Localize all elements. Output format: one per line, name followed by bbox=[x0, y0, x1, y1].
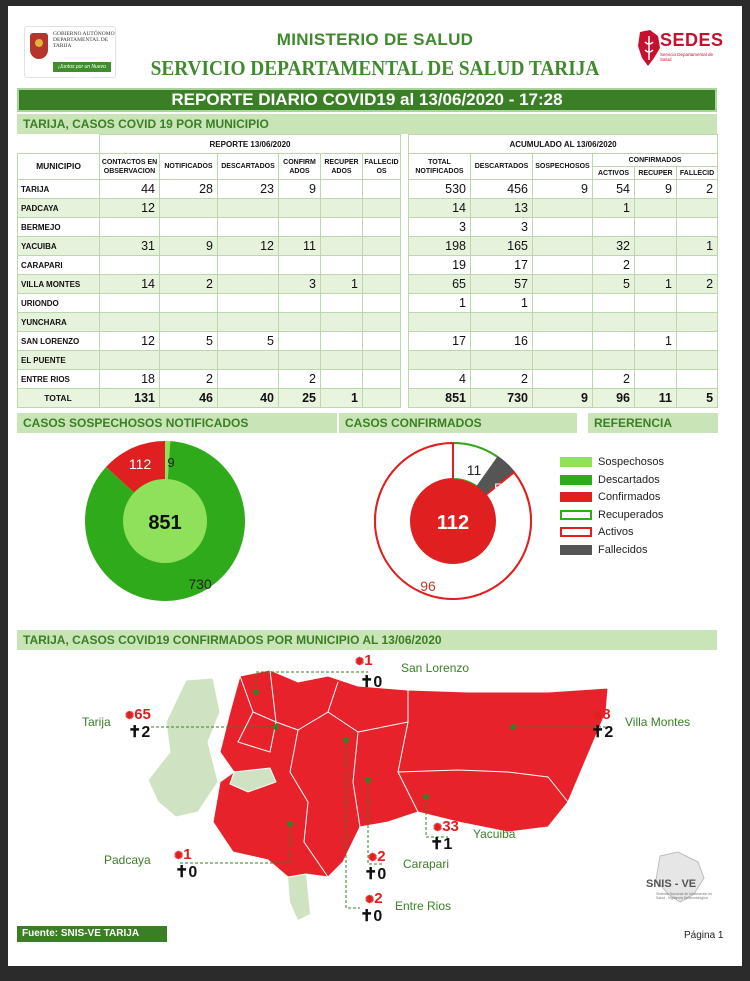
table-row bbox=[18, 199, 718, 218]
legend-label: Fallecidos bbox=[598, 543, 648, 556]
table-cell bbox=[533, 370, 593, 389]
cases-value: 65 bbox=[134, 706, 151, 723]
bolivia-map-icon bbox=[636, 28, 662, 68]
table-cell: 13 bbox=[471, 199, 533, 218]
table-cell bbox=[363, 180, 401, 199]
map-municipio-label: Tarija bbox=[82, 715, 111, 729]
table-row bbox=[18, 313, 718, 332]
table-cell bbox=[635, 237, 677, 256]
legend-label: Confirmados bbox=[598, 491, 661, 503]
slice-label: 112 bbox=[128, 456, 152, 473]
legend-item bbox=[598, 456, 664, 468]
table-cell bbox=[218, 294, 279, 313]
table-cell bbox=[635, 218, 677, 237]
map-cases-count bbox=[125, 706, 151, 723]
virus-icon: ✺ bbox=[368, 852, 378, 864]
table-cell bbox=[218, 256, 279, 275]
table-cell bbox=[279, 199, 321, 218]
table-cell bbox=[593, 218, 635, 237]
table-cell bbox=[100, 218, 160, 237]
table-cell: 2 bbox=[593, 370, 635, 389]
table-cell bbox=[593, 332, 635, 351]
table-cell bbox=[363, 351, 401, 370]
table-cell bbox=[471, 351, 533, 370]
table-cell: 32 bbox=[593, 237, 635, 256]
virus-icon: ✺ bbox=[593, 710, 603, 722]
map-section-title: TARIJA, CASOS COVID19 CONFIRMADOS POR MUNICIPIO AL 13/06/2020 bbox=[17, 630, 717, 650]
table-cell bbox=[677, 199, 718, 218]
table-cell bbox=[593, 294, 635, 313]
municipio-name: BERMEJO bbox=[18, 218, 100, 237]
municipio-name: EL PUENTE bbox=[18, 351, 100, 370]
col-header-acc-descartados: DESCARTADOS bbox=[471, 154, 533, 180]
table-cell bbox=[363, 237, 401, 256]
gobierno-slogan: ¡Juntos por un Nuevo Tiempo! bbox=[53, 62, 111, 72]
legend-label: Sospechosos bbox=[598, 456, 665, 468]
table-cell bbox=[218, 351, 279, 370]
sedes-logo-text: SEDES bbox=[660, 30, 724, 50]
table-cell bbox=[533, 237, 593, 256]
table-cell bbox=[635, 256, 677, 275]
report-banner: REPORTE DIARIO COVID19 al 13/06/2020 - 17:28 bbox=[17, 88, 717, 112]
legend-label: Activos bbox=[598, 526, 634, 538]
deaths-value: 0 bbox=[373, 674, 383, 691]
table-cell bbox=[533, 218, 593, 237]
confirmados-section-title: CASOS CONFIRMADOS bbox=[339, 413, 577, 433]
deaths-value: 0 bbox=[373, 908, 383, 925]
col-header-contactos: CONTACTOS EN OBSERVACION bbox=[100, 154, 160, 180]
map-deaths-count bbox=[364, 864, 386, 884]
slice-label: 730 bbox=[188, 576, 212, 592]
table-cell bbox=[218, 313, 279, 332]
snis-logo-subtext: Sistema Nacional de Información en Salud - Vigilancia Epidemiológica bbox=[656, 892, 713, 900]
table-cell: 40 bbox=[218, 389, 279, 408]
col-header-confirmados-group: CONFIRMADOS bbox=[593, 154, 718, 167]
municipio-name: SAN LORENZO bbox=[18, 332, 100, 351]
table-cell: 46 bbox=[160, 389, 218, 408]
table-row bbox=[18, 218, 718, 237]
map-municipio-label: Carapari bbox=[403, 857, 450, 871]
report-page bbox=[8, 6, 742, 966]
table-cell bbox=[677, 313, 718, 332]
table-cell bbox=[321, 313, 363, 332]
table-cell bbox=[363, 370, 401, 389]
legend-swatch bbox=[560, 457, 592, 467]
ministry-title: MINISTERIO DE SALUD bbox=[276, 30, 474, 49]
municipio-name: CARAPARI bbox=[18, 256, 100, 275]
table-cell: 12 bbox=[100, 332, 160, 351]
table-cell bbox=[635, 294, 677, 313]
table-cell: 1 bbox=[593, 199, 635, 218]
table-cell bbox=[160, 313, 218, 332]
service-title: SERVICIO DEPARTAMENTAL DE SALUD TARIJA bbox=[150, 56, 600, 80]
table-cell bbox=[677, 332, 718, 351]
table-cell bbox=[677, 351, 718, 370]
table-row bbox=[18, 294, 718, 313]
table-cell bbox=[321, 351, 363, 370]
map-deaths-count bbox=[360, 672, 382, 692]
map-region-pale-west bbox=[148, 678, 220, 817]
table-cell bbox=[593, 313, 635, 332]
table-cell: 1 bbox=[677, 237, 718, 256]
table-cell: 17 bbox=[471, 256, 533, 275]
table-cell bbox=[363, 313, 401, 332]
legend-swatch bbox=[560, 492, 592, 502]
virus-icon: ✺ bbox=[433, 822, 443, 834]
table-cell: 44 bbox=[100, 180, 160, 199]
table-cell: 2 bbox=[593, 256, 635, 275]
table-cell bbox=[321, 180, 363, 199]
table-cell bbox=[321, 256, 363, 275]
table-cell bbox=[160, 351, 218, 370]
table-cell bbox=[363, 294, 401, 313]
deaths-value: 2 bbox=[141, 724, 151, 741]
table-cell: 1 bbox=[321, 275, 363, 294]
table-cell bbox=[635, 313, 677, 332]
slice-label: 5 bbox=[494, 480, 502, 496]
table-cell: 28 bbox=[160, 180, 218, 199]
cross-icon: ✝ bbox=[175, 864, 189, 881]
table-cell: 4 bbox=[409, 370, 471, 389]
cross-icon: ✝ bbox=[591, 724, 605, 741]
table-row bbox=[18, 275, 718, 294]
donut-center-label: 851 bbox=[148, 512, 182, 534]
table-cell: 65 bbox=[409, 275, 471, 294]
cross-icon: ✝ bbox=[364, 866, 378, 883]
sospechosos-donut-chart bbox=[80, 436, 250, 606]
table-cell: 2 bbox=[160, 370, 218, 389]
table-cell bbox=[160, 256, 218, 275]
table-row bbox=[18, 256, 718, 275]
map-deaths-count bbox=[360, 906, 382, 926]
legend-label: Recuperados bbox=[598, 508, 664, 521]
table-cell: 9 bbox=[533, 389, 593, 408]
table-cell: 131 bbox=[100, 389, 160, 408]
table-cell bbox=[363, 199, 401, 218]
source-footer: Fuente: SNIS-VE TARIJA bbox=[17, 926, 167, 942]
table-cell bbox=[409, 351, 471, 370]
map-deaths-count bbox=[128, 722, 150, 742]
snis-logo bbox=[640, 850, 720, 908]
table-cell: 54 bbox=[593, 180, 635, 199]
map-cases-count bbox=[433, 818, 459, 835]
referencia-section-title: REFERENCIA bbox=[588, 413, 718, 433]
table-cell: 2 bbox=[677, 180, 718, 199]
legend-swatch bbox=[560, 545, 592, 555]
legend-item bbox=[598, 509, 663, 521]
table-cell bbox=[363, 332, 401, 351]
col-header-activos: ACTIVOS bbox=[593, 167, 635, 180]
cross-icon: ✝ bbox=[360, 674, 374, 691]
table-cell bbox=[321, 218, 363, 237]
map-municipio-label: Entre Rios bbox=[395, 899, 452, 913]
table-row bbox=[18, 332, 718, 351]
table-cell: 31 bbox=[100, 237, 160, 256]
col-header-notificados: NOTIFICADOS bbox=[160, 154, 218, 180]
table-cell bbox=[321, 237, 363, 256]
map-cases-count bbox=[368, 848, 386, 865]
legend-item bbox=[598, 526, 633, 538]
table-cell bbox=[160, 294, 218, 313]
table-cell: 1 bbox=[409, 294, 471, 313]
municipio-name: YACUIBA bbox=[18, 237, 100, 256]
sedes-logo-subtext: Servicio Departamental de Salud bbox=[660, 52, 714, 62]
table-cell bbox=[279, 332, 321, 351]
map-municipio-label: Padcaya bbox=[104, 853, 151, 867]
table-row bbox=[18, 351, 718, 370]
legend-item bbox=[598, 544, 648, 556]
table-cell: 14 bbox=[409, 199, 471, 218]
table-cell: 57 bbox=[471, 275, 533, 294]
page-number: Página 1 bbox=[684, 930, 724, 941]
table-cell bbox=[321, 332, 363, 351]
map-municipio-label: Yacuiba bbox=[473, 827, 516, 841]
table-cell bbox=[533, 294, 593, 313]
table-cell: 530 bbox=[409, 180, 471, 199]
table-cell bbox=[635, 351, 677, 370]
table-cell: 9 bbox=[279, 180, 321, 199]
col-header-recuperados: RECUPER ADOS bbox=[321, 154, 363, 180]
cases-value: 1 bbox=[364, 652, 373, 669]
legend-item bbox=[598, 491, 660, 503]
col-header-confirmados: CONFIRM ADOS bbox=[279, 154, 321, 180]
table-cell bbox=[363, 256, 401, 275]
map-deaths-count bbox=[430, 834, 452, 854]
table-cell: 851 bbox=[409, 389, 471, 408]
map-municipio-label: Villa Montes bbox=[625, 715, 691, 729]
table-cell: 2 bbox=[471, 370, 533, 389]
col-header-acc-recuper: RECUPER bbox=[635, 167, 677, 180]
group-header-acumulado: ACUMULADO AL 13/06/2020 bbox=[409, 135, 718, 154]
municipio-cases-table bbox=[17, 134, 718, 408]
table-cell: 456 bbox=[471, 180, 533, 199]
table-cell: 730 bbox=[471, 389, 533, 408]
table-cell bbox=[321, 199, 363, 218]
table-cell bbox=[363, 275, 401, 294]
table-cell bbox=[160, 199, 218, 218]
table-cell bbox=[321, 370, 363, 389]
municipio-name: TOTAL bbox=[18, 389, 100, 408]
map-deaths-count bbox=[591, 722, 613, 742]
table-row bbox=[18, 370, 718, 389]
table-cell bbox=[533, 313, 593, 332]
table-cell: 2 bbox=[160, 275, 218, 294]
cross-icon: ✝ bbox=[128, 724, 142, 741]
map-cases-count bbox=[174, 846, 192, 863]
legend-label: Descartados bbox=[598, 473, 660, 486]
table-cell: 165 bbox=[471, 237, 533, 256]
table-cell: 3 bbox=[471, 218, 533, 237]
confirmados-donut-chart bbox=[368, 436, 538, 606]
table-cell: 9 bbox=[160, 237, 218, 256]
col-header-sospechosos: SOSPECHOSOS bbox=[533, 154, 593, 180]
table-cell bbox=[533, 199, 593, 218]
deaths-value: 1 bbox=[443, 836, 453, 853]
table-total-row bbox=[18, 389, 718, 408]
table-row bbox=[18, 237, 718, 256]
map-region-pale-south bbox=[288, 874, 310, 920]
table-cell: 3 bbox=[279, 275, 321, 294]
gobierno-logo-text: GOBIERNO AUTÓNOMO DEPARTAMENTAL DE TARIJA bbox=[53, 31, 115, 50]
table-row bbox=[18, 180, 718, 199]
table-cell: 9 bbox=[635, 180, 677, 199]
municipio-name: VILLA MONTES bbox=[18, 275, 100, 294]
table-cell: 1 bbox=[321, 389, 363, 408]
cases-value: 8 bbox=[602, 706, 611, 723]
table-cell: 96 bbox=[593, 389, 635, 408]
table-cell bbox=[635, 370, 677, 389]
municipio-name: YUNCHARA bbox=[18, 313, 100, 332]
table-cell bbox=[100, 351, 160, 370]
table-cell: 5 bbox=[593, 275, 635, 294]
cases-value: 2 bbox=[377, 848, 386, 865]
table-cell bbox=[409, 313, 471, 332]
table-cell bbox=[279, 256, 321, 275]
sospechosos-section-title: CASOS SOSPECHOSOS NOTIFICADOS bbox=[17, 413, 337, 433]
map-deaths-count bbox=[175, 862, 197, 882]
table-cell bbox=[279, 294, 321, 313]
table-cell bbox=[100, 294, 160, 313]
table-cell: 12 bbox=[218, 237, 279, 256]
table-cell bbox=[279, 218, 321, 237]
table-cell bbox=[218, 370, 279, 389]
municipio-name: TARIJA bbox=[18, 180, 100, 199]
virus-icon: ✺ bbox=[125, 710, 135, 722]
cases-value: 2 bbox=[374, 890, 383, 907]
group-header-reporte: REPORTE 13/06/2020 bbox=[100, 135, 401, 154]
legend-swatch bbox=[560, 510, 592, 520]
table-cell bbox=[593, 351, 635, 370]
table-cell bbox=[677, 370, 718, 389]
table-cell bbox=[363, 218, 401, 237]
table-cell bbox=[533, 256, 593, 275]
table-cell: 18 bbox=[100, 370, 160, 389]
table-cell bbox=[677, 294, 718, 313]
deaths-value: 0 bbox=[377, 866, 387, 883]
slice-label: 96 bbox=[420, 578, 436, 594]
virus-icon: ✺ bbox=[174, 850, 184, 862]
table-cell bbox=[363, 389, 401, 408]
table-cell: 5 bbox=[160, 332, 218, 351]
slice-label: 9 bbox=[167, 455, 175, 470]
table-cell: 23 bbox=[218, 180, 279, 199]
col-header-descartados: DESCARTADOS bbox=[218, 154, 279, 180]
municipio-name: ENTRE RIOS bbox=[18, 370, 100, 389]
map-region-red bbox=[213, 670, 611, 877]
snis-logo-text: SNIS - VE bbox=[646, 878, 697, 890]
table-cell bbox=[218, 218, 279, 237]
table-cell bbox=[533, 275, 593, 294]
cross-icon: ✝ bbox=[430, 836, 444, 853]
map-cases-count bbox=[365, 890, 383, 907]
table-section-title: TARIJA, CASOS COVID 19 POR MUNICIPIO bbox=[17, 114, 717, 134]
col-header-fallecidos: FALLECID OS bbox=[363, 154, 401, 180]
table-cell: 12 bbox=[100, 199, 160, 218]
table-cell bbox=[635, 199, 677, 218]
map-cases-count bbox=[355, 652, 373, 669]
table-cell: 11 bbox=[635, 389, 677, 408]
table-cell: 5 bbox=[677, 389, 718, 408]
table-cell: 11 bbox=[279, 237, 321, 256]
virus-icon: ✺ bbox=[355, 656, 365, 668]
map-cases-count bbox=[593, 706, 611, 723]
col-header-total-notificados: TOTAL NOTIFICADOS bbox=[409, 154, 471, 180]
table-cell: 3 bbox=[409, 218, 471, 237]
table-cell bbox=[100, 313, 160, 332]
table-cell bbox=[533, 351, 593, 370]
legend-swatch bbox=[560, 475, 592, 485]
table-cell: 14 bbox=[100, 275, 160, 294]
table-cell: 25 bbox=[279, 389, 321, 408]
table-cell: 1 bbox=[635, 332, 677, 351]
table-cell: 9 bbox=[533, 180, 593, 199]
table-cell bbox=[279, 313, 321, 332]
table-cell bbox=[321, 294, 363, 313]
cross-icon: ✝ bbox=[360, 908, 374, 925]
sedes-logo bbox=[636, 26, 724, 70]
legend-item bbox=[598, 474, 660, 486]
table-cell bbox=[279, 351, 321, 370]
table-cell: 198 bbox=[409, 237, 471, 256]
table-cell: 5 bbox=[218, 332, 279, 351]
municipio-name: PADCAYA bbox=[18, 199, 100, 218]
table-cell: 16 bbox=[471, 332, 533, 351]
table-cell bbox=[471, 313, 533, 332]
col-header-acc-fallecid: FALLECID bbox=[677, 167, 718, 180]
table-cell: 2 bbox=[677, 275, 718, 294]
table-cell: 2 bbox=[279, 370, 321, 389]
col-header-municipio: MUNICIPIO bbox=[18, 154, 100, 180]
table-cell bbox=[677, 218, 718, 237]
table-cell bbox=[218, 275, 279, 294]
legend-swatch bbox=[560, 527, 592, 537]
table-cell: 1 bbox=[471, 294, 533, 313]
donut-center-label: 112 bbox=[436, 512, 470, 534]
virus-icon: ✺ bbox=[365, 894, 375, 906]
municipio-name: URIONDO bbox=[18, 294, 100, 313]
table-cell bbox=[100, 256, 160, 275]
deaths-value: 2 bbox=[604, 724, 614, 741]
table-cell: 19 bbox=[409, 256, 471, 275]
slice-label: 11 bbox=[466, 462, 482, 478]
deaths-value: 0 bbox=[188, 864, 198, 881]
table-cell: 1 bbox=[635, 275, 677, 294]
cases-value: 1 bbox=[183, 846, 192, 863]
table-cell bbox=[677, 256, 718, 275]
map-municipio-label: San Lorenzo bbox=[401, 661, 470, 675]
table-cell bbox=[533, 332, 593, 351]
cases-value: 33 bbox=[442, 818, 459, 835]
table-cell bbox=[160, 218, 218, 237]
table-cell: 17 bbox=[409, 332, 471, 351]
table-cell bbox=[218, 199, 279, 218]
